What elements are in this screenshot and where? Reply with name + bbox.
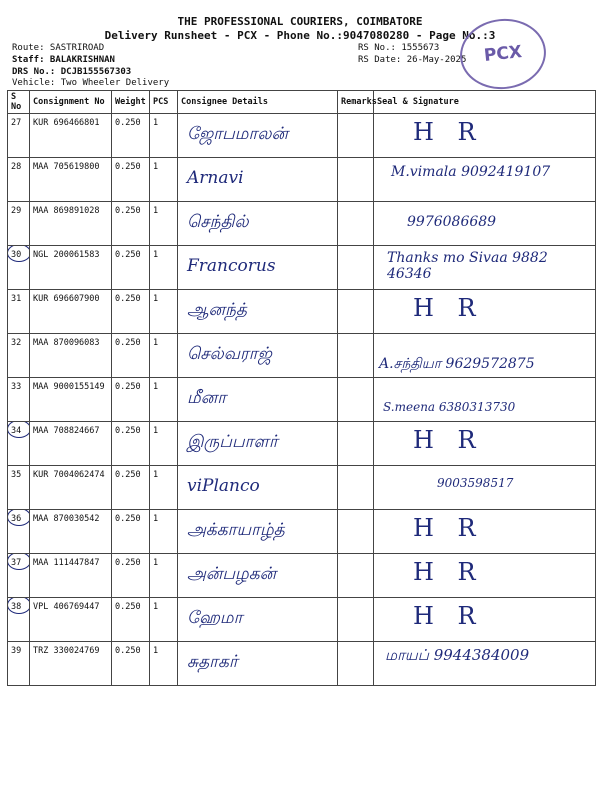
route-label: Route: SASTRIROAD	[12, 43, 105, 53]
pcs-cell: 1	[150, 202, 178, 246]
consignee-cell: சுதாகர்	[178, 642, 338, 686]
pcs-cell: 1	[150, 378, 178, 422]
pcs-cell: 1	[150, 466, 178, 510]
consignment-cell: MAA 708824667	[30, 422, 112, 466]
weight-cell: 0.250	[112, 510, 150, 554]
sno-cell: 37	[8, 554, 30, 598]
consignment-cell: KUR 7004062474	[30, 466, 112, 510]
table-row	[8, 466, 596, 510]
col-pcs: PCS	[150, 91, 178, 114]
signature-cell	[374, 202, 596, 246]
table-row	[8, 510, 596, 554]
signature: மாயப் 9944384009	[385, 646, 530, 664]
remarks-cell	[338, 158, 374, 202]
remarks-cell	[338, 466, 374, 510]
signature-cell	[374, 642, 596, 686]
col-consignment: Consignment No	[30, 91, 112, 114]
signature-cell	[374, 598, 596, 642]
signature: 9003598517	[437, 476, 514, 490]
table-row	[8, 114, 596, 158]
signature-cell	[374, 466, 596, 510]
col-consignee: Consignee Details	[178, 91, 338, 114]
consignee-cell: Francorus	[178, 246, 338, 290]
table-row	[8, 246, 596, 290]
remarks-cell	[338, 642, 374, 686]
consignment-cell: MAA 869891028	[30, 202, 112, 246]
signature: H R	[413, 558, 484, 586]
signature: 9976086689	[407, 214, 497, 230]
signature: H R	[413, 602, 484, 630]
col-weight: Weight	[112, 91, 150, 114]
sno-cell: 36	[8, 510, 30, 554]
weight-cell: 0.250	[112, 290, 150, 334]
weight-cell: 0.250	[112, 246, 150, 290]
signature-cell	[374, 114, 596, 158]
signature-cell	[374, 246, 596, 290]
sno-cell: 33	[8, 378, 30, 422]
weight-cell: 0.250	[112, 598, 150, 642]
vehicle-label: Vehicle: Two Wheeler Delivery	[12, 78, 170, 88]
signature-cell	[374, 510, 596, 554]
consignee-cell: ஜோபமாலன்	[178, 114, 338, 158]
pcs-cell: 1	[150, 554, 178, 598]
consignee-cell: மீனா	[178, 378, 338, 422]
pcs-cell: 1	[150, 114, 178, 158]
weight-cell: 0.250	[112, 334, 150, 378]
table-row	[8, 378, 596, 422]
remarks-cell	[338, 422, 374, 466]
consignee-cell: ஹேமா	[178, 598, 338, 642]
sno-cell: 27	[8, 114, 30, 158]
weight-cell: 0.250	[112, 202, 150, 246]
circle-mark	[8, 246, 30, 263]
consignee-cell: செந்தில்	[178, 202, 338, 246]
runsheet-title: Delivery Runsheet - PCX - Phone No.:9047080280 - Page No.:3	[104, 29, 496, 42]
consignment-cell: KUR 696466801	[30, 114, 112, 158]
col-seal: Seal & Signature	[374, 91, 596, 114]
consignment-cell: MAA 870096083	[30, 334, 112, 378]
rs-date: RS Date: 26-May-2025	[358, 55, 467, 65]
signature-cell	[374, 554, 596, 598]
staff-label: Staff: BALAKRISHNAN	[12, 55, 115, 65]
sno-cell: 34	[8, 422, 30, 466]
remarks-cell	[338, 290, 374, 334]
runsheet-table	[7, 90, 596, 686]
signature: H R	[413, 294, 484, 322]
consignee-cell: செல்வராஜ்	[178, 334, 338, 378]
signature: Thanks mo Sivaa 9882 46346	[387, 250, 548, 282]
table-row	[8, 598, 596, 642]
col-remarks: Remarks	[338, 91, 374, 114]
company-title: THE PROFESSIONAL COURIERS, COIMBATORE	[177, 15, 423, 28]
pcs-cell: 1	[150, 642, 178, 686]
consignee-cell: அக்காயாழ்த்	[178, 510, 338, 554]
sno-cell: 32	[8, 334, 30, 378]
pcx-stamp: PCX	[457, 15, 550, 94]
signature: M.vimala 9092419107	[391, 164, 551, 180]
signature-cell	[374, 422, 596, 466]
pcs-cell: 1	[150, 290, 178, 334]
drs-label: DRS No.: DCJB155567303	[12, 67, 132, 77]
table-row	[8, 202, 596, 246]
table-row	[8, 642, 596, 686]
circle-mark	[8, 422, 30, 439]
consignment-cell: KUR 696607900	[30, 290, 112, 334]
remarks-cell	[338, 598, 374, 642]
consignee-cell: ஆனந்த்	[178, 290, 338, 334]
table-row	[8, 422, 596, 466]
remarks-cell	[338, 114, 374, 158]
consignee-cell: இருப்பாளர்	[178, 422, 338, 466]
pcs-cell: 1	[150, 246, 178, 290]
weight-cell: 0.250	[112, 114, 150, 158]
weight-cell: 0.250	[112, 422, 150, 466]
weight-cell: 0.250	[112, 466, 150, 510]
signature: S.meena 6380313730	[383, 400, 516, 414]
remarks-cell	[338, 378, 374, 422]
table-row	[8, 554, 596, 598]
signature: H R	[413, 426, 484, 454]
signature: H R	[413, 514, 484, 542]
pcs-cell: 1	[150, 598, 178, 642]
signature-cell	[374, 334, 596, 378]
circle-mark	[8, 510, 30, 527]
consignment-cell: MAA 705619800	[30, 158, 112, 202]
pcs-cell: 1	[150, 334, 178, 378]
signature: A.சந்தியா 9629572875	[379, 356, 535, 372]
pcs-cell: 1	[150, 158, 178, 202]
table-row	[8, 158, 596, 202]
weight-cell: 0.250	[112, 158, 150, 202]
circle-mark	[8, 598, 30, 615]
signature-cell	[374, 378, 596, 422]
sno-cell: 31	[8, 290, 30, 334]
sno-cell: 35	[8, 466, 30, 510]
col-sno: S No	[8, 91, 30, 114]
weight-cell: 0.250	[112, 554, 150, 598]
weight-cell: 0.250	[112, 378, 150, 422]
weight-cell: 0.250	[112, 642, 150, 686]
table-header-row	[8, 91, 596, 114]
consignee-cell: viPlanco	[178, 466, 338, 510]
pcs-cell: 1	[150, 510, 178, 554]
signature-cell	[374, 290, 596, 334]
signature: H R	[413, 118, 484, 146]
consignment-cell: MAA 9000155149	[30, 378, 112, 422]
consignment-cell: MAA 870030542	[30, 510, 112, 554]
circle-mark	[8, 554, 30, 571]
remarks-cell	[338, 334, 374, 378]
sno-cell: 38	[8, 598, 30, 642]
consignment-cell: NGL 200061583	[30, 246, 112, 290]
remarks-cell	[338, 246, 374, 290]
consignee-cell: Arnavi	[178, 158, 338, 202]
remarks-cell	[338, 510, 374, 554]
remarks-cell	[338, 202, 374, 246]
rs-number: RS No.: 1555673	[358, 43, 440, 53]
sno-cell: 30	[8, 246, 30, 290]
consignment-cell: TRZ 330024769	[30, 642, 112, 686]
remarks-cell	[338, 554, 374, 598]
sno-cell: 39	[8, 642, 30, 686]
consignment-cell: VPL 406769447	[30, 598, 112, 642]
consignment-cell: MAA 111447847	[30, 554, 112, 598]
sno-cell: 29	[8, 202, 30, 246]
pcs-cell: 1	[150, 422, 178, 466]
table-row	[8, 334, 596, 378]
sno-cell: 28	[8, 158, 30, 202]
signature-cell	[374, 158, 596, 202]
consignee-cell: அன்பழகன்	[178, 554, 338, 598]
table-row	[8, 290, 596, 334]
